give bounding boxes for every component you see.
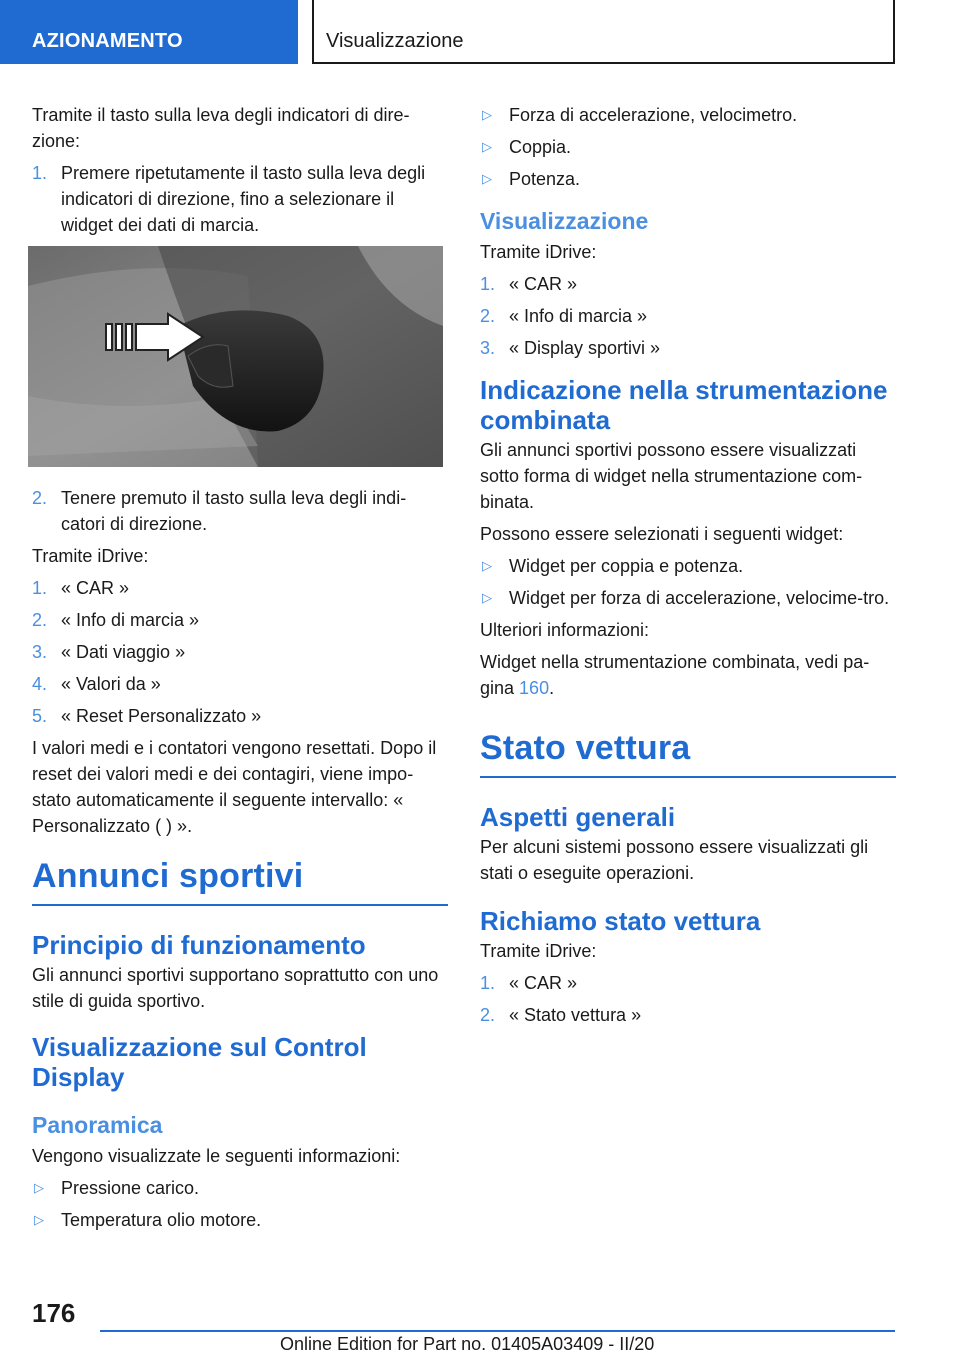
list-item: ▷ Widget per coppia e potenza. [480,553,896,579]
list-item: ▷ Temperatura olio motore. [32,1207,448,1233]
triangle-bullet-icon: ▷ [34,1180,44,1195]
ulteriori-text: Ulteriori informazioni: [480,620,650,640]
turn-signal-lever-photo [28,246,443,467]
heading-indicazione: Indicazione nella strumentazione combinata [480,375,888,435]
panoramica-list [32,1175,448,1233]
panoramica-text: Vengono visualizzate le seguenti informazioni: [32,1146,401,1166]
vis-steps [480,271,896,361]
list-item: ▷ Coppia. [480,134,896,160]
list-item: 2. « Info di marcia » [32,610,200,630]
list-item: 2. « Stato vettura » [480,1005,642,1025]
page-number: 176 [32,1298,76,1328]
list-item: ▷ Forza di accelerazione, velocimetro. [480,102,896,128]
lever-illustration [28,246,443,467]
heading-aspetti: Aspetti generali [480,802,676,832]
footer-edition: Online Edition for Part no. 01405A03409 - II/20 [280,1334,655,1354]
triangle-bullet-icon: ▷ [482,139,492,154]
steps-a [32,160,448,238]
list-item: 4. « Valori da » [32,674,161,694]
heading-annunci-sportivi: Annunci sportivi [32,857,448,906]
heading-control-display: Visualizzazione sul Control Display [32,1032,367,1092]
heading-panoramica: Panoramica [32,1112,163,1138]
principio-text: Gli annunci sportivi supportano soprattutto con uno stile di guida sportivo. [32,965,439,1011]
heading-richiamo: Richiamo stato vettura [480,906,761,936]
heading-visualizzazione: Visualizzazione [480,208,649,234]
list-item: 1. « CAR » [480,274,578,294]
list-item: 3. « Dati viaggio » [32,642,186,662]
aspetti-text: Per alcuni sistemi possono essere visualizzati gli stati o eseguite operazioni. [480,837,869,883]
list-item: 1. « CAR » [480,973,578,993]
triangle-bullet-icon: ▷ [34,1212,44,1227]
header-topic-label: Visualizzazione [326,30,464,52]
idrive-steps [32,575,448,729]
header-section [0,0,298,64]
idrive-label: Tramite iDrive: [32,546,149,566]
list-item: 2. « Info di marcia » [480,306,648,326]
list-item: 1. « CAR » [32,578,130,598]
triangle-bullet-icon: ▷ [482,171,492,186]
triangle-bullet-icon: ▷ [482,590,492,605]
steps-b [32,485,448,537]
triangle-bullet-icon: ▷ [482,107,492,122]
reset-text: I valori medi e i contatori vengono resettati. Dopo il reset dei valori medi e dei contagiri, viene impo-stato automaticamente il seguente intervallo: « Personalizzato ( ) ». [32,738,437,836]
header-section-label: AZIONAMENTO [32,30,183,52]
intro-text: Tramite il tasto sulla leva degli indicatori di dire-zione: [32,105,410,151]
footer-rule [100,1330,895,1332]
heading-stato-vettura: Stato vettura [480,729,896,778]
left-column [32,102,448,1239]
richiamo-steps [480,970,896,1028]
triangle-bullet-icon: ▷ [482,558,492,573]
list-item: 3. « Display sportivi » [480,338,661,358]
widget-list [480,553,896,611]
selezionati-text: Possono essere selezionati i seguenti widget: [480,524,844,544]
list-item: ▷ Widget per forza di accelerazione, velocime-tro. [480,585,896,611]
idrive-label: Tramite iDrive: [480,242,597,262]
list-item: 5. « Reset Personalizzato » [32,706,262,726]
heading-principio: Principio di funzionamento [32,930,366,960]
list-item: ▷ Pressione carico. [32,1175,448,1201]
list-item: 2. Tenere premuto il tasto sulla leva degli indi-catori di direzione. [32,488,407,534]
richiamo-label: Tramite iDrive: [480,941,597,961]
panoramica-list-cont [480,102,896,192]
widget-ref-text: Widget nella strumentazione combinata, vedi pa-gina 160. [480,652,870,698]
list-item: ▷ Potenza. [480,166,896,192]
header-topic [312,0,895,64]
right-column [480,102,896,1034]
indicazione-text: Gli annunci sportivi possono essere visualizzati sotto forma di widget nella strumentazione com-binata. [480,440,863,512]
page-link-160[interactable]: 160 [519,678,550,698]
list-item: 1. Premere ripetutamente il tasto sulla leva degli indicatori di direzione, fino a selezionare il widget dei dati di marcia. [32,163,426,235]
